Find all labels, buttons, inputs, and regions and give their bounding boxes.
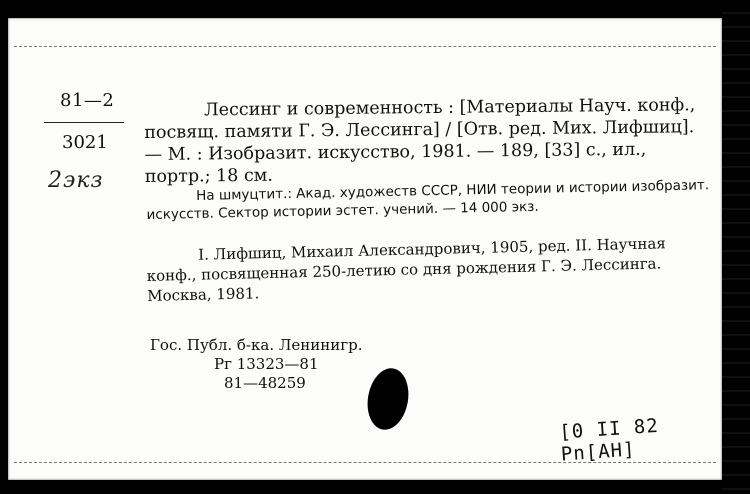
call-number-top: 81—2 [60, 90, 115, 111]
holding-library: Гос. Публ. б-ка. Ленинигр. [150, 336, 363, 354]
holding-info [150, 336, 362, 393]
call-number-bottom: 3021 [62, 132, 108, 153]
main-entry: Лессинг и современность : [Материалы Науч. конф., посвящ. памяти Г. Э. Лессинга] / [Отв. ред. Мих. Лифшиц]. — М. : Изобразит. искусство, 1981. — 189, [33] с., ил., портр.; 18 см. [144, 95, 696, 187]
catalog-card [8, 18, 722, 480]
scan-edge [722, 0, 750, 494]
holding-number: 81—48259 [224, 374, 306, 392]
handwritten-bottom-note: [0 II 82 Pn[AH] [558, 414, 660, 466]
handwritten-copies-note: 2экз [48, 168, 104, 193]
card-bottom-perforation [14, 462, 716, 463]
annotation: На шмуцтит.: Акад. художеств СССР, НИИ теории и истории изобразит. искусств. Сектор истории эстет. учений. — 14 000 экз. [146, 177, 710, 223]
holding-shelfmark: Рг 13323—81 [214, 355, 319, 373]
tracings: I. Лифшиц, Михаил Александрович, 1905, ред. II. Научная конф., посвященная 250-летию со дня рождения Г. Э. Лессинга. Москва, 1981. [146, 234, 666, 305]
card-top-perforation [14, 46, 716, 47]
call-number-divider [44, 122, 124, 123]
card-punch-hole [363, 365, 413, 433]
